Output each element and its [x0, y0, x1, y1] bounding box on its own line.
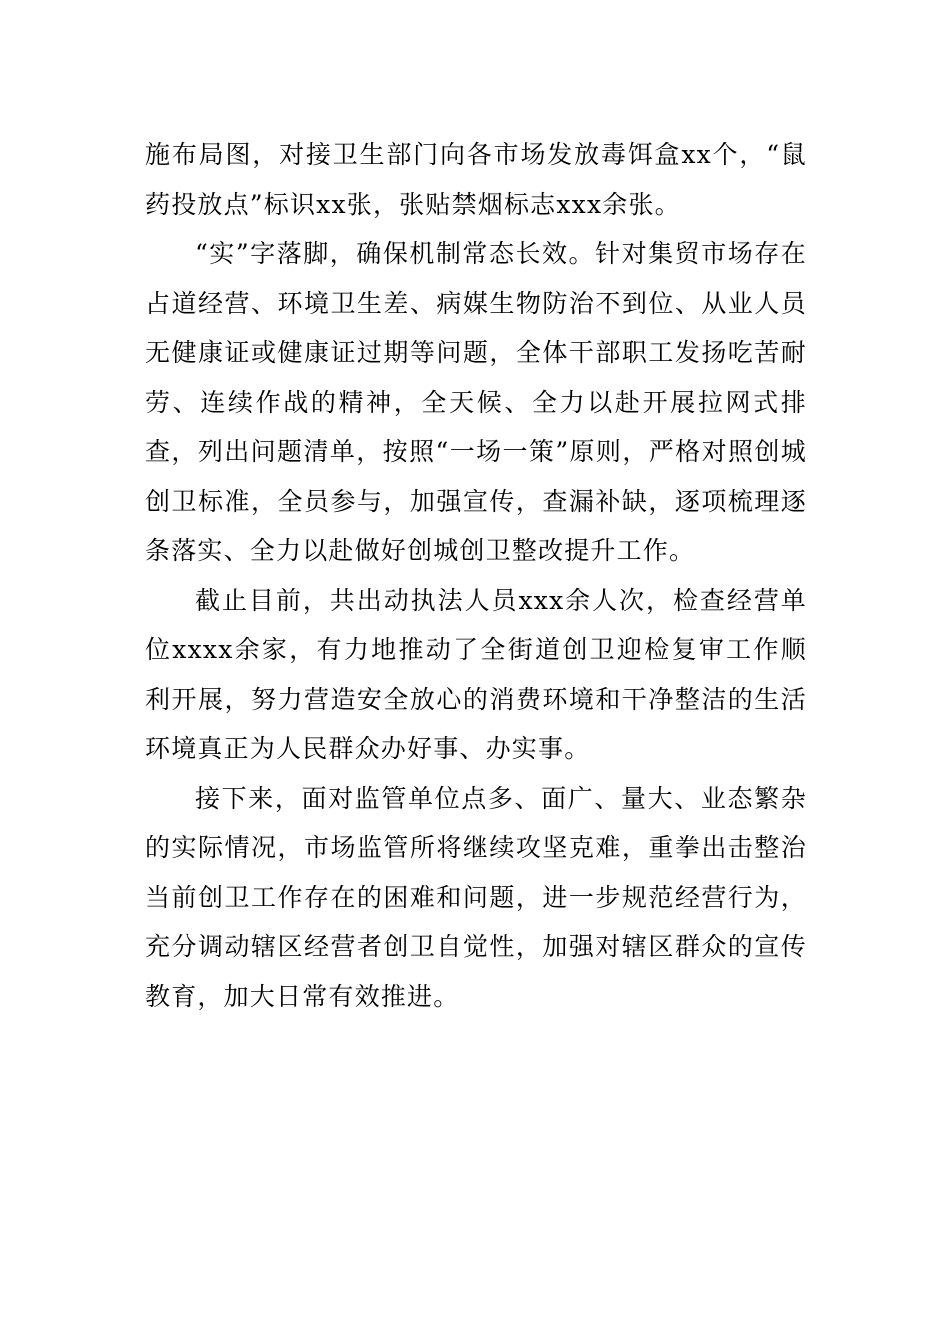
paragraph-jie-xia-lai: 接下来，面对监管单位点多、面广、量大、业态繁杂的实际情况，市场监管所将继续攻坚克难，重拳出击整治当前创卫工作存在的困难和问题，进一步规范经营行为，充分调动辖区经营者创卫自觉性，加强对辖区群众的宣传教育，加大日常有效推进。	[145, 783, 807, 1011]
document-body	[145, 130, 807, 1021]
paragraph-continuation: 施布局图，对接卫生部门向各市场发放毒饵盒xx个，“鼠药投放点”标识xx张，张贴禁烟标志xxx余张。	[145, 140, 807, 219]
paragraph-jie-zhi-mu-qian: 截止目前，共出动执法人员xxx余人次，检查经营单位xxxx余家，有力地推动了全街道创卫迎检复审工作顺利开展，努力营造安全放心的消费环境和干净整洁的生活环境真正为人民群众办好事、办实事。	[145, 585, 807, 763]
paragraph-shi-zi-luo-jiao: “实”字落脚，确保机制常态长效。针对集贸市场存在占道经营、环境卫生差、病媒生物防治不到位、从业人员无健康证或健康证过期等问题，全体干部职工发扬吃苦耐劳、连续作战的精神，全天候、全力以赴开展拉网式排查，列出问题清单，按照“一场一策”原则，严格对照创城创卫标准，全员参与，加强宣传，查漏补缺，逐项梳理逐条落实、全力以赴做好创城创卫整改提升工作。	[145, 239, 807, 565]
